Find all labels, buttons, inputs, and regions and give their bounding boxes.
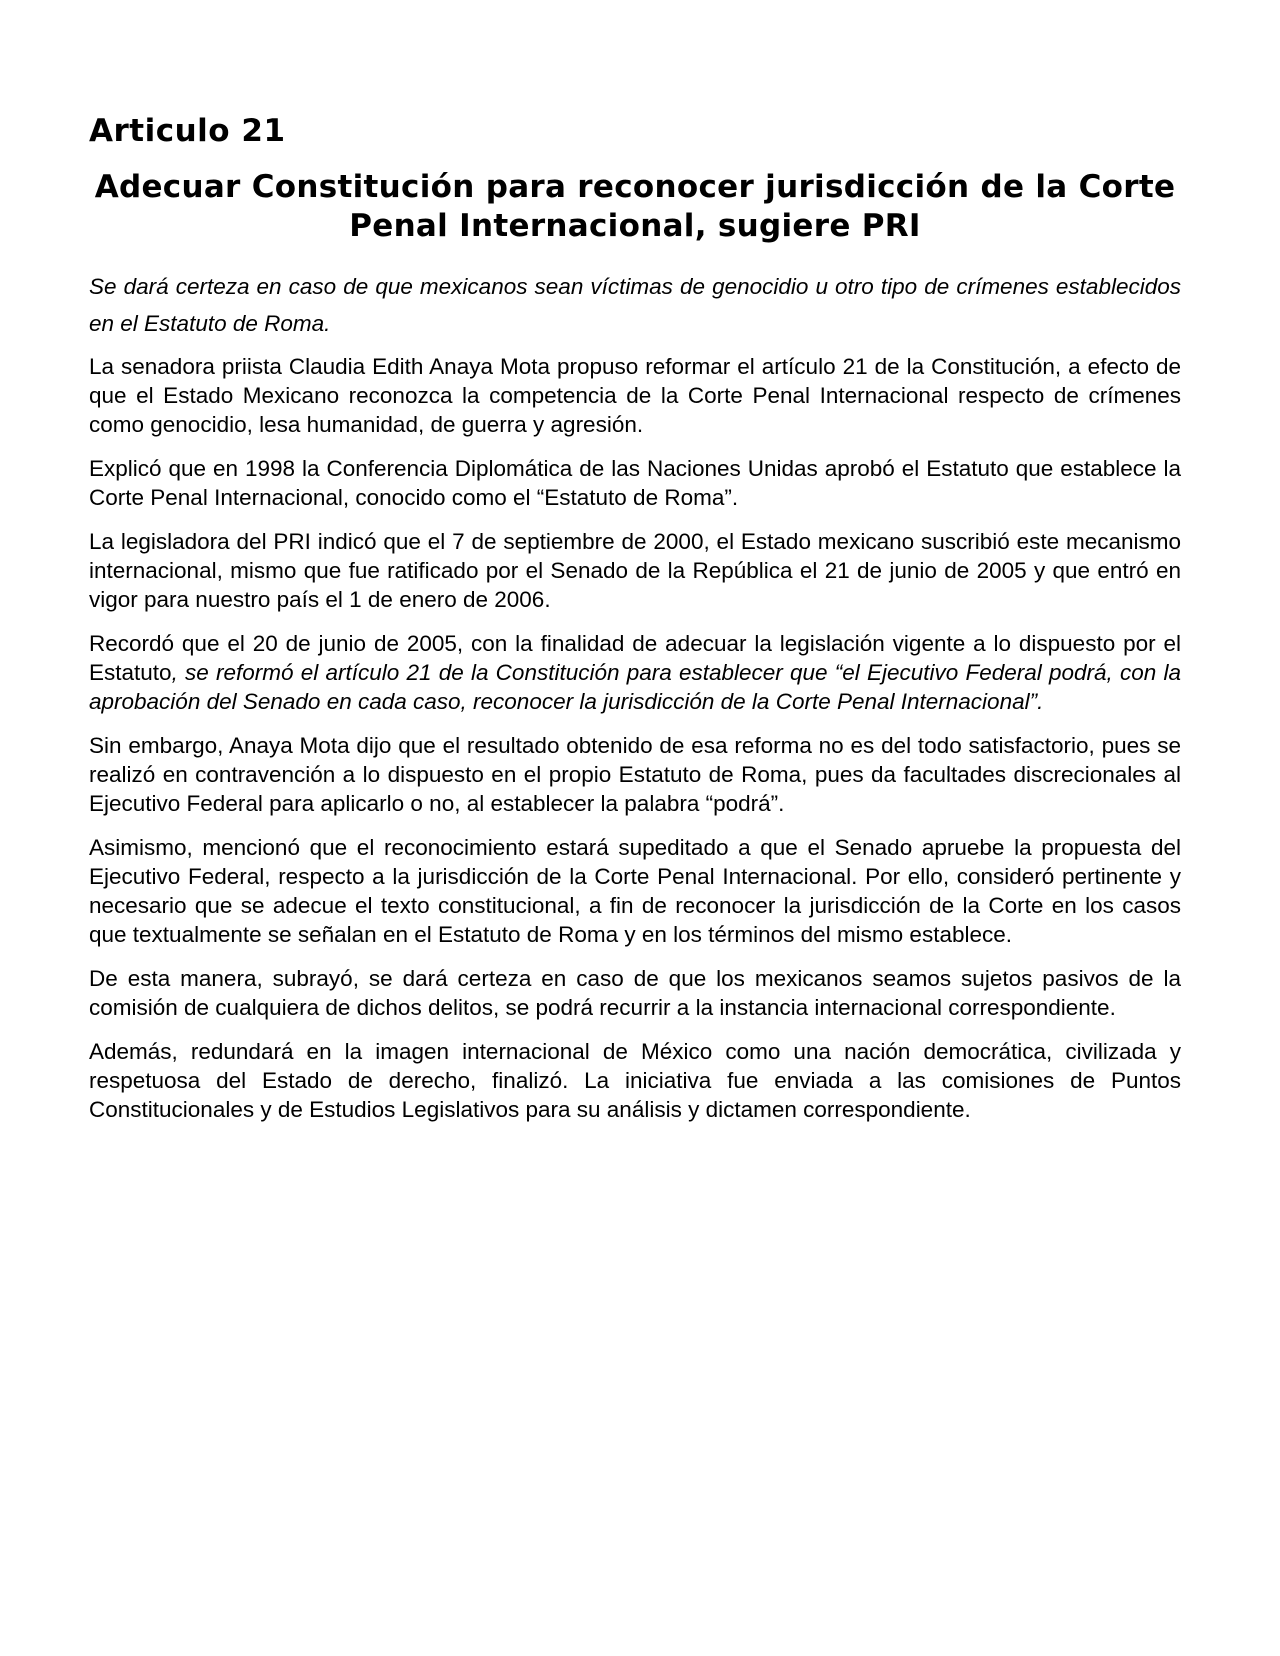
- document-page: [89, 112, 1181, 1139]
- paragraph-4: [89, 629, 1181, 716]
- paragraph-2: Explicó que en 1998 la Conferencia Diplomática de las Naciones Unidas aprobó el Estatuto que establece la Corte Penal Internacional, conocido como el “Estatuto de Roma”.: [89, 456, 1181, 510]
- paragraph-5: Sin embargo, Anaya Mota dijo que el resultado obtenido de esa reforma no es del todo satisfactorio, pues se realizó en contravención a lo dispuesto en el propio Estatuto de Roma, pues da facultades discrecionales al Ejecutivo Federal para aplicarlo o no, al establecer la palabra “podrá”.: [89, 733, 1181, 816]
- paragraph-1: La senadora priista Claudia Edith Anaya Mota propuso reformar el artículo 21 de la Constitución, a efecto de que el Estado Mexicano reconozca la competencia de la Corte Penal Internacional respecto de crímenes como genocidio, lesa humanidad, de guerra y agresión.: [89, 354, 1181, 437]
- paragraph-8: Además, redundará en la imagen internacional de México como una nación democrática, civilizada y respetuosa del Estado de derecho, finalizó. La iniciativa fue enviada a las comisiones de Puntos Constitucionales y de Estudios Legislativos para su análisis y dictamen correspondiente.: [89, 1039, 1181, 1122]
- section-label: Articulo 21: [89, 113, 286, 149]
- paragraph-6: Asimismo, mencionó que el reconocimiento estará supeditado a que el Senado apruebe la propuesta del Ejecutivo Federal, respecto a la jurisdicción de la Corte Penal Internacional. Por ello, consideró pertinente y necesario que se adecue el texto constitucional, a fin de reconocer la jurisdicción de la Corte en los casos que textualmente se señalan en el Estatuto de Roma y en los términos del mismo establece.: [89, 835, 1181, 947]
- paragraph-7: De esta manera, subrayó, se dará certeza en caso de que los mexicanos seamos sujetos pasivos de la comisión de cualquiera de dichos delitos, se podrá recurrir a la instancia internacional correspondiente.: [89, 966, 1181, 1020]
- paragraph-3: La legisladora del PRI indicó que el 7 de septiembre de 2000, el Estado mexicano suscribió este mecanismo internacional, mismo que fue ratificado por el Senado de la República el 21 de junio de 2005 y que entró en vigor para nuestro país el 1 de enero de 2006.: [89, 529, 1181, 612]
- paragraph-4-text: Recordó que el 20 de junio de 2005, con la finalidad de adecuar la legislación vigente a lo dispuesto por el Estatuto: [89, 631, 1181, 685]
- subtitle: Se dará certeza en caso de que mexicanos sean víctimas de genocidio u otro tipo de crímenes establecidos en el Estatuto de Roma.: [89, 274, 1181, 336]
- headline: Adecuar Constitución para reconocer jurisdicción de la Corte Penal Internacional, sugiere PRI: [94, 169, 1176, 244]
- paragraph-4-quote: , se reformó el artículo 21 de la Constitución para establecer que “el Ejecutivo Federal podrá, con la aprobación del Senado en cada caso, reconocer la jurisdicción de la Corte Penal Internacional”.: [89, 660, 1181, 714]
